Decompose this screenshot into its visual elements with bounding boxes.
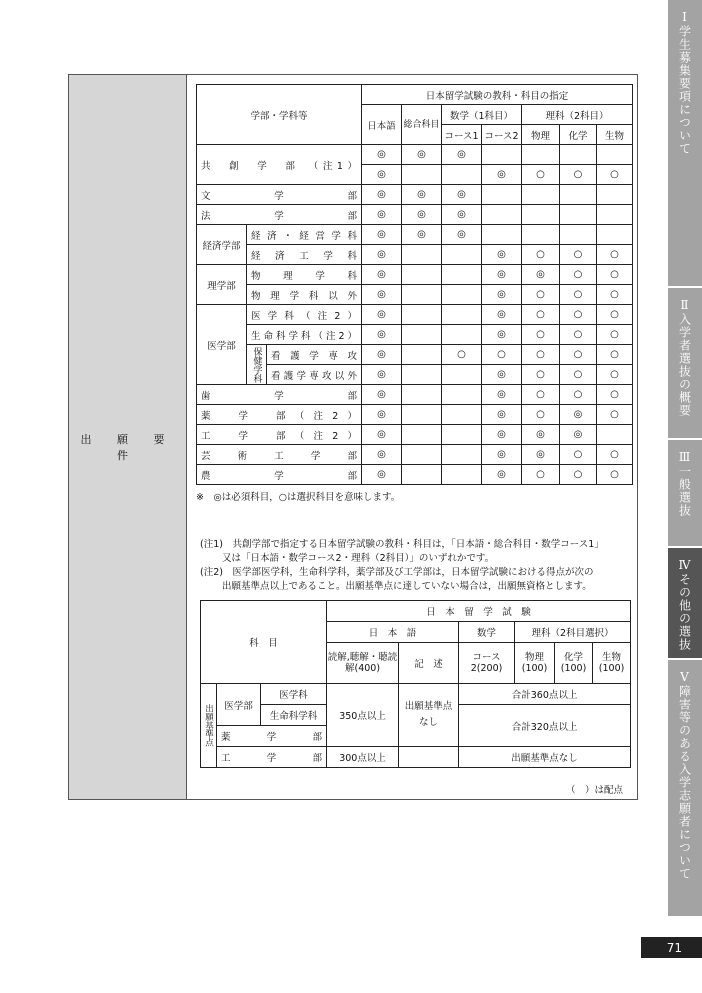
mark: ○	[560, 165, 597, 185]
mark: ○	[522, 465, 560, 485]
mark: ◎	[362, 405, 402, 425]
note2-line2: 出願基準点以上であること。出願基準点に達していない場合は，出願無資格とします。	[222, 581, 592, 592]
mark: ○	[597, 365, 633, 385]
points-note: （ ）は配点	[566, 785, 624, 796]
mark: ◎	[522, 425, 560, 445]
row-hoken-1: 看護学専攻	[267, 345, 362, 365]
header-top: 日本留学試験の教科・科目の指定	[362, 85, 633, 105]
mark: ○	[442, 345, 482, 365]
mark: ○	[560, 445, 597, 465]
t2-science: 理科（2科目選択）	[515, 622, 631, 643]
mark: ○	[560, 365, 597, 385]
mark: ○	[560, 325, 597, 345]
mark: ◎	[482, 445, 522, 465]
t2-igaku: 医学部	[217, 684, 261, 726]
mark: ◎	[402, 185, 442, 205]
mark: ◎	[362, 325, 402, 345]
row-igaku-2: 生命科学科（注2）	[247, 325, 362, 345]
t2-reading: 読解,聴解・聴読解(400)	[327, 643, 399, 684]
row-igaku: 医学部	[197, 305, 247, 385]
notes	[200, 538, 632, 594]
mark: ○	[522, 345, 560, 365]
mark: ○	[522, 285, 560, 305]
col-physics: 物理	[522, 125, 560, 145]
mark: ◎	[362, 245, 402, 265]
mark: ◎	[362, 185, 402, 205]
col-bio: 生物	[597, 125, 633, 145]
t2-s300: 300点以上	[327, 747, 399, 768]
mark: ◎	[362, 145, 402, 165]
mark: ◎	[362, 265, 402, 285]
t2-s350: 350点以上	[327, 684, 399, 747]
mark: ○	[560, 245, 597, 265]
t2-yaku: 薬 学 部	[217, 726, 327, 747]
t2-kijun-nashi: 出願基準点なし	[399, 684, 459, 747]
mark: ○	[522, 405, 560, 425]
mark: ◎	[362, 385, 402, 405]
mark: ◎	[522, 445, 560, 465]
mark: ○	[597, 345, 633, 365]
mark: ○	[560, 285, 597, 305]
t2-writing: 記 述	[399, 643, 459, 684]
t2-t320: 合計320点以上	[459, 705, 631, 747]
row-no: 農 学 部	[197, 465, 362, 485]
mark: ◎	[482, 385, 522, 405]
tab-chapter-4[interactable]: Ⅳその他の選抜	[668, 548, 702, 658]
header-dept: 学部・学科等	[197, 85, 362, 145]
row-igaku-1: 医学科（注2）	[247, 305, 362, 325]
mark: ◎	[442, 185, 482, 205]
mark: ◎	[362, 445, 402, 465]
row-ho: 法 学 部	[197, 205, 362, 225]
mark: ○	[522, 325, 560, 345]
row-keizai-1: 経済・経営学科	[247, 225, 362, 245]
mark: ○	[597, 285, 633, 305]
row-rigaku-2: 物理学科以外	[247, 285, 362, 305]
score-criteria-table	[200, 600, 631, 768]
row-rigaku-1: 物理学科	[247, 265, 362, 285]
row-shi: 歯 学 部	[197, 385, 362, 405]
mark: ◎	[442, 225, 482, 245]
mark: ◎	[362, 165, 402, 185]
note1-line1: (注1) 共創学部で指定する日本留学試験の教科・科目は，「日本語・総合科目・数学コース1」	[200, 539, 604, 550]
row-kyoso: 共 創 学 部 （注1）	[197, 145, 362, 185]
mark: ○	[522, 305, 560, 325]
row-geiko: 芸 術 工 学 部	[197, 445, 362, 465]
t2-kijun: 出願基準点	[201, 684, 217, 768]
mark: ◎	[482, 465, 522, 485]
mark: ○	[597, 445, 633, 465]
mark: ◎	[482, 165, 522, 185]
mark: ◎	[482, 265, 522, 285]
mark: ○	[560, 305, 597, 325]
row-hoken: 保健学科	[247, 345, 267, 385]
mark: ○	[597, 305, 633, 325]
mark: ○	[597, 465, 633, 485]
mark: ○	[560, 465, 597, 485]
mark: ○	[560, 385, 597, 405]
row-ko: 工 学 部（注2）	[197, 425, 362, 445]
row-yaku: 薬 学 部（注2）	[197, 405, 362, 425]
mark: ○	[522, 365, 560, 385]
row-bun: 文 学 部	[197, 185, 362, 205]
col-course2: コース2	[482, 125, 522, 145]
mark: ◎	[362, 365, 402, 385]
t2-course2: コース2(200)	[459, 643, 515, 684]
page-number: 71	[641, 937, 702, 958]
t2-seimei: 生命科学科	[261, 705, 327, 726]
mark: ◎	[482, 325, 522, 345]
mark: ◎	[560, 405, 597, 425]
col-chem: 化学	[560, 125, 597, 145]
mark: ○	[597, 265, 633, 285]
mark: ◎	[402, 145, 442, 165]
mark: ◎	[482, 305, 522, 325]
col-sogo: 総合科目	[402, 105, 442, 145]
mark: ◎	[362, 345, 402, 365]
t2-ko: 工 学 部	[217, 747, 327, 768]
left-label-column	[69, 75, 187, 799]
mark: ◎	[442, 205, 482, 225]
note2-line1: (注2) 医学部医学科，生命科学科，薬学部及び工学部は，日本留学試験における得点が次の	[200, 567, 594, 578]
col-science: 理科（2科目）	[522, 105, 633, 125]
row-hoken-2: 看護学専攻以外	[267, 365, 362, 385]
mark: ○	[597, 165, 633, 185]
mark: ◎	[362, 425, 402, 445]
t2-exam: 日 本 留 学 試 験	[327, 601, 631, 622]
mark: ◎	[362, 465, 402, 485]
mark: ◎	[362, 225, 402, 245]
mark: ○	[522, 165, 560, 185]
t2-math: 数学	[459, 622, 515, 643]
mark: ○	[522, 245, 560, 265]
col-course1: コース1	[442, 125, 482, 145]
subject-designation-table	[196, 84, 633, 485]
col-nihongo: 日本語	[362, 105, 402, 145]
row-keizai-2: 経済工学科	[247, 245, 362, 265]
mark: ◎	[482, 405, 522, 425]
tab-chapter-1[interactable]: Ⅰ学生募集要項について	[668, 0, 702, 286]
left-label: 出 願 要 件	[80, 433, 176, 462]
mark: ○	[597, 325, 633, 345]
note1-line2: 又は「日本語・数学コース2・理科（2科目）」のいずれかです。	[222, 553, 495, 564]
t2-t360: 合計360点以上	[459, 684, 631, 705]
mark: ○	[597, 405, 633, 425]
mark: ◎	[402, 225, 442, 245]
mark: ◎	[522, 265, 560, 285]
chapter-sidebar	[668, 0, 702, 916]
tab-chapter-3[interactable]: Ⅲ一般選抜	[668, 440, 702, 546]
t2-physics: 物理(100)	[515, 643, 555, 684]
mark: ◎	[402, 205, 442, 225]
mark: ○	[482, 345, 522, 365]
mark: ◎	[482, 365, 522, 385]
t2-bio: 生物(100)	[593, 643, 631, 684]
mark: ◎	[482, 245, 522, 265]
mark: ◎	[442, 145, 482, 165]
t2-kamoku: 科 目	[201, 601, 327, 684]
mark: ○	[597, 245, 633, 265]
t2-chem: 化学(100)	[555, 643, 593, 684]
tab-chapter-2[interactable]: Ⅱ入学者選抜の概要	[668, 288, 702, 438]
mark: ◎	[362, 305, 402, 325]
col-math: 数学（1科目）	[442, 105, 522, 125]
t2-nashi: 出願基準点なし	[459, 747, 631, 768]
legend: ※ ◎は必須科目，○は選択科目を意味します。	[196, 492, 401, 503]
mark: ○	[560, 265, 597, 285]
mark: ○	[597, 385, 633, 405]
mark: ◎	[482, 285, 522, 305]
mark: ◎	[482, 425, 522, 445]
tab-chapter-5[interactable]: Ⅴ障害等のある入学志願者について	[668, 660, 702, 916]
mark: ◎	[560, 425, 597, 445]
mark: ◎	[362, 285, 402, 305]
t2-igakuka: 医学科	[261, 684, 327, 705]
mark: ○	[560, 345, 597, 365]
mark: ○	[522, 385, 560, 405]
mark: ◎	[362, 205, 402, 225]
t2-nihongo: 日 本 語	[327, 622, 459, 643]
row-keizai: 経済学部	[197, 225, 247, 265]
row-rigaku: 理学部	[197, 265, 247, 305]
